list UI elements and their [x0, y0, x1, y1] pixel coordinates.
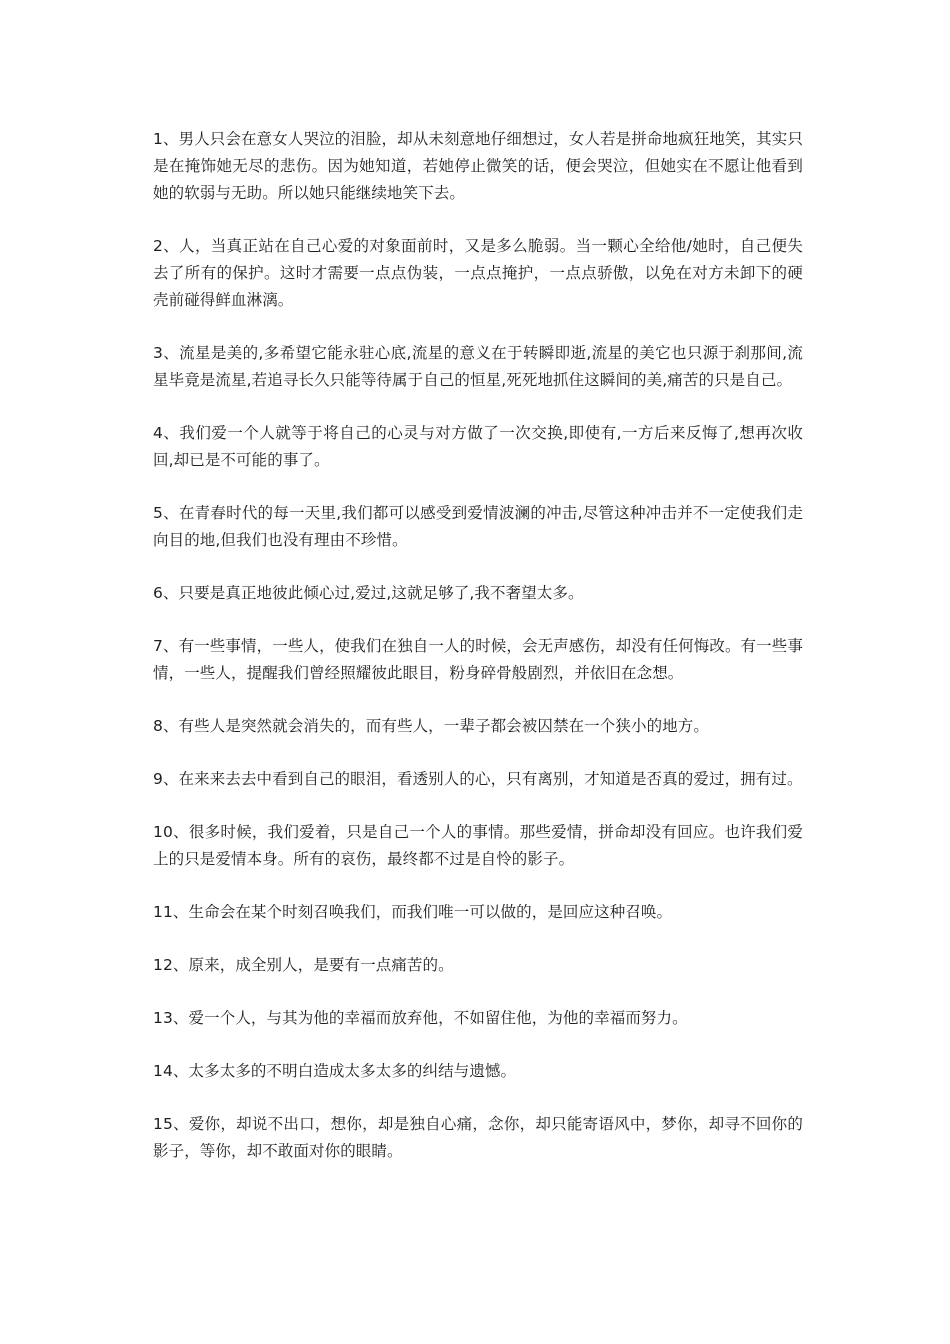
- paragraph-3: 3、流星是美的,多希望它能永驻心底,流星的意义在于转瞬即逝,流星的美它也只源于刹那间,流星毕竟是流星,若追寻长久只能等待属于自己的恒星,死死地抓住这瞬间的美,痛苦的只是自己。: [153, 344, 803, 389]
- paragraph-2: 2、人，当真正站在自己心爱的对象面前时，又是多么脆弱。当一颗心全给他/她时，自己便失去了所有的保护。这时才需要一点点伪装，一点点掩护，一点点骄傲，以免在对方未卸下的硬壳前碰得鲜血淋漓。: [153, 237, 803, 309]
- paragraph-8: 8、有些人是突然就会消失的，而有些人，一辈子都会被囚禁在一个狭小的地方。: [153, 717, 709, 735]
- paragraph-15: 15、爱你，却说不出口，想你，却是独自心痛，念你，却只能寄语风中，梦你，却寻不回你的影子，等你，却不敢面对你的眼睛。: [153, 1115, 803, 1160]
- paragraph-13: 13、爱一个人，与其为他的幸福而放弃他，不如留住他，为他的幸福而努力。: [153, 1009, 688, 1027]
- paragraph-14: 14、太多太多的不明白造成太多太多的纠结与遗憾。: [153, 1062, 517, 1080]
- document-body: [153, 126, 803, 1191]
- paragraph-6: 6、只要是真正地彼此倾心过,爱过,这就足够了,我不奢望太多。: [153, 584, 584, 602]
- paragraph-1: 1、男人只会在意女人哭泣的泪脸，却从未刻意地仔细想过，女人若是拼命地疯狂地笑，其实只是在掩饰她无尽的悲伤。因为她知道，若她停止微笑的话，便会哭泣，但她实在不愿让他看到她的软弱与无助。所以她只能继续地笑下去。: [153, 130, 803, 202]
- paragraph-4: 4、我们爱一个人就等于将自己的心灵与对方做了一次交换,即使有,一方后来反悔了,想再次收回,却已是不可能的事了。: [153, 424, 803, 469]
- paragraph-11: 11、生命会在某个时刻召唤我们，而我们唯一可以做的，是回应这种召唤。: [153, 903, 673, 921]
- paragraph-9: 9、在来来去去中看到自己的眼泪，看透别人的心，只有离别，才知道是否真的爱过，拥有过。: [153, 770, 803, 788]
- paragraph-12: 12、原来，成全别人，是要有一点痛苦的。: [153, 956, 454, 974]
- paragraph-10: 10、很多时候，我们爱着，只是自己一个人的事情。那些爱情，拼命却没有回应。也许我们爱上的只是爱情本身。所有的哀伤，最终都不过是自怜的影子。: [153, 823, 803, 868]
- paragraph-7: 7、有一些事情，一些人，使我们在独自一人的时候，会无声感伤，却没有任何悔改。有一些事情，一些人，提醒我们曾经照耀彼此眼目，粉身碎骨般剧烈，并依旧在念想。: [153, 637, 803, 682]
- paragraph-5: 5、在青春时代的每一天里,我们都可以感受到爱情波澜的冲击,尽管这种冲击并不一定使我们走向目的地,但我们也没有理由不珍惜。: [153, 504, 803, 549]
